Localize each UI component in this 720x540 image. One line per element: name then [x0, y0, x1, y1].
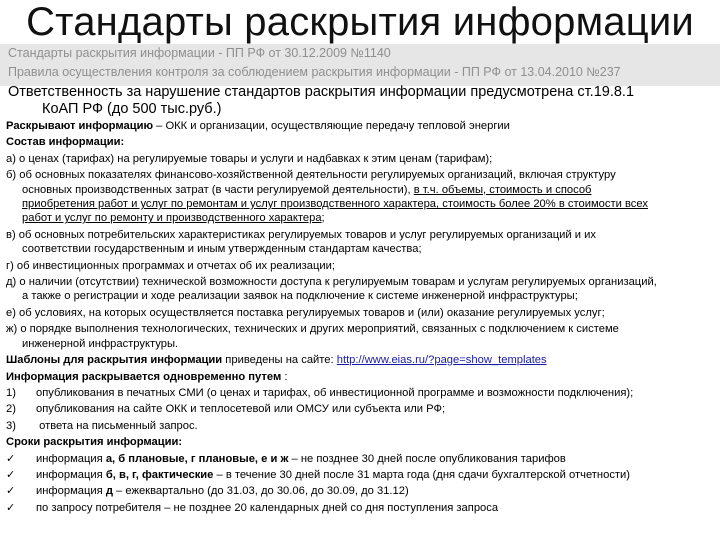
method-3 [6, 419, 716, 433]
method-2 [6, 402, 716, 416]
who-discloses [6, 119, 716, 133]
composition-label: Состав информации: [6, 136, 125, 149]
method-colon: : [281, 370, 288, 383]
method-2-number: 2) [6, 403, 16, 416]
item-d [6, 275, 716, 304]
item-b-line-3: приобретения работ и услуг по ремонтам и услуг производственного характера, стоимость более 20% в стоимости всех [22, 198, 648, 211]
templates-link[interactable]: http://www.eias.ru/?page=show_templates [336, 354, 547, 367]
templates-text: приведены на сайте: [222, 354, 337, 367]
deadline-3 [6, 484, 716, 498]
deadline-1-bold: а, б плановые, г плановые, е и ж [105, 452, 289, 465]
composition-heading [6, 135, 716, 149]
item-d-line-1: д) о наличии (отсутствии) технической возможности доступа к регулируемым товарам и услугам регулируемых организаций, [6, 276, 657, 289]
item-b-line-2 [6, 183, 716, 197]
regulation-references [0, 44, 720, 86]
method-label: Информация раскрывается одновременно путем [6, 370, 282, 383]
method-1 [6, 386, 716, 400]
checkmark-icon: ✓ [6, 485, 16, 498]
item-b-line-2-underlined: в т.ч. объемы, стоимость и способ [413, 183, 592, 196]
item-zh-line-1: ж) о порядке выполнения технологических, технических и других мероприятий, связанных с подключением к системе [6, 323, 619, 336]
page-title: Стандарты раскрытия информации [26, 0, 694, 44]
item-b-line-1: б) об основных показателях финансово-хозяйственной деятельности регулируемых организаций, включая структуру [6, 169, 616, 182]
deadline-2-post: – в течение 30 дней после 31 марта года (дня сдачи бухгалтерской отчетности) [213, 468, 631, 481]
deadline-4 [6, 501, 716, 515]
deadline-1 [6, 452, 716, 466]
checkmark-icon: ✓ [6, 501, 16, 514]
method-1-text: опубликования в печатных СМИ (о ценах и тарифах, об инвестиционной программе и возможности подключения); [36, 386, 634, 399]
deadline-4-text: по запросу потребителя – не позднее 20 календарных дней со дня поступления запроса [36, 501, 499, 514]
deadline-3-post: – ежеквартально (до 31.03, до 30.06, до 30.09, до 31.12) [112, 485, 409, 498]
deadlines-heading [6, 435, 716, 449]
deadline-2 [6, 468, 716, 482]
method-3-number: 3) [6, 419, 16, 432]
item-b [6, 168, 716, 226]
checkmark-icon: ✓ [6, 452, 16, 465]
responsibility-line-2: КоАП РФ (до 500 тыс.руб.) [42, 101, 222, 117]
method-1-number: 1) [6, 386, 16, 399]
deadlines-label: Сроки раскрытия информации: [6, 436, 183, 449]
deadline-2-pre: информация [36, 468, 106, 481]
item-a: а) о ценах (тарифах) на регулируемые товары и услуги и надбавках к этим ценам (тарифам); [6, 152, 493, 165]
responsibility-line-1: Ответственность за нарушение стандартов раскрытия информации предусмотрена ст.19.8.1 [8, 84, 635, 100]
deadline-3-bold: д [105, 485, 113, 498]
deadline-1-post: – не позднее 30 дней после опубликования тарифов [288, 452, 566, 465]
item-zh [6, 322, 716, 351]
item-b-line-2-text: основных производственных затрат (в части регулируемой деятельности), [22, 183, 414, 196]
item-v [6, 228, 716, 257]
deadline-1-pre: информация [36, 452, 106, 465]
item-v-line-2: соответствии государственным и иным утвержденным стандартам качества; [22, 243, 422, 256]
templates-line [6, 353, 716, 367]
item-b-line-4-underlined: работ и услуг по ремонту и производственного характера [22, 212, 322, 225]
who-discloses-label: Раскрывают информацию [6, 120, 154, 132]
regulation-line-2: Правила осуществления контроля за соблюдением раскрытия информации - ПП РФ от 13.04.2010 №237 [8, 65, 621, 79]
item-b-line-4 [6, 211, 716, 225]
item-b-line-4-end: ; [321, 212, 325, 225]
item-e: е) об условиях, на которых осуществляется поставка регулируемых товаров и (или) оказание регулируемых услуг; [6, 306, 605, 319]
method-2-text: опубликования на сайте ОКК и теплосетевой или ОМСУ или субъекта или РФ; [36, 403, 446, 416]
item-d-line-2: а также о регистрации и ходе реализации заявок на подключение к системе инженерной инфраструктуры; [22, 290, 578, 303]
templates-label: Шаблоны для раскрытия информации [6, 354, 223, 367]
deadline-3-pre: информация [36, 485, 106, 498]
method-3-text: ответа на письменный запрос. [36, 419, 198, 432]
item-g: г) об инвестиционных программах и отчетах об их реализации; [6, 259, 335, 272]
who-discloses-text: – ОКК и организации, осуществляющие передачу тепловой энергии [153, 120, 510, 132]
method-heading [6, 370, 716, 384]
item-zh-line-2: инженерной инфраструктуры. [22, 337, 179, 350]
item-v-line-1: в) об основных потребительских характеристиках регулируемых товаров и услуг регулируемых организаций и их [6, 228, 596, 241]
deadline-2-bold: б, в, г, фактические [105, 468, 214, 481]
responsibility-note [8, 84, 716, 118]
checkmark-icon: ✓ [6, 468, 16, 481]
content-body [6, 119, 716, 517]
regulation-line-1: Стандарты раскрытия информации - ПП РФ от 30.12.2009 №1140 [8, 46, 391, 60]
